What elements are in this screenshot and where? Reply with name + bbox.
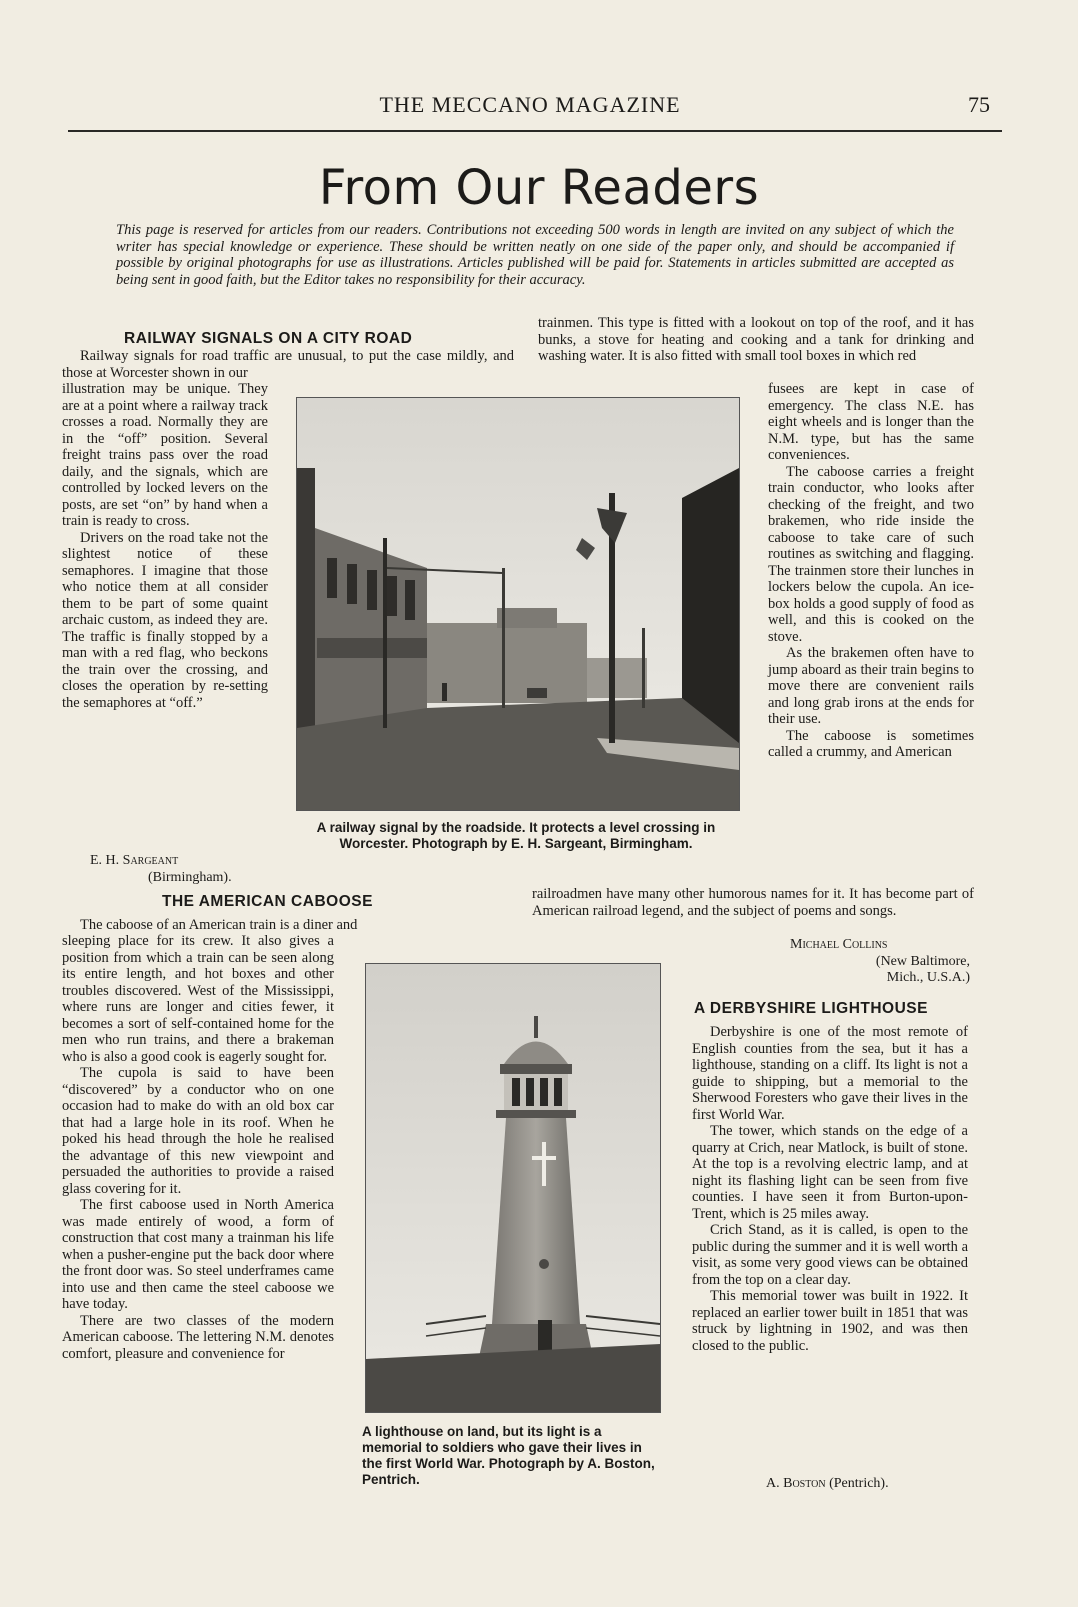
railway-photo-caption: A railway signal by the roadside. It protects a level crossing in Worcester. Photograph by E. H. Sargeant, Birmingham. bbox=[316, 820, 716, 851]
page-number: 75 bbox=[968, 92, 990, 117]
railway-lead: Railway signals for road traffic are unusual, to put the case mildly, and those at Worcester shown in our bbox=[62, 348, 514, 381]
railway-author: E. H. Sargeant (Birmingham). bbox=[90, 853, 232, 885]
lighthouse-author: A. Boston (Pentrich). bbox=[766, 1476, 889, 1491]
railway-column: illustration may be unique. They are at a point where a railway track crosses a road. Normally they are in the “off” position. Several freight trains pass over the road daily, and the signals, which are controlled by locked levers on the posts, are set “on” by hand when a train is ready to cross. Drivers on the road take not the slightest notice of these semaphores. I imagine that those who notice them at all consider them to be part of some quaint archaic custom, as indeed they are. The traffic is finally stopped by a man with a red flag, who beckons the train over the crossing, and closes the operation by re-setting the semaphores at “off.” bbox=[62, 381, 268, 711]
article-title-caboose: THE AMERICAN CABOOSE bbox=[162, 893, 373, 910]
article-title-railway: RAILWAY SIGNALS ON A CITY ROAD bbox=[124, 330, 413, 347]
caboose-continuation-column: fusees are kept in case of emergency. The class N.E. has eight wheels and is longer than the N.M. type, but has the same conveniences. The caboose carries a freight train conductor, who looks after checking of the freight, and two brakemen, who ride inside the caboose to take care of such routines as switching and flagging. The trainmen store their lunches in lockers below the cupola. An ice-box holds a good supply of food as well, and this is cooked on the stove. As the brakemen often have to jump aboard as their train begins to move there are convenient rails and long grab irons at the ends for their use. The caboose is sometimes called a crummy, and American bbox=[768, 381, 974, 760]
caboose-continuation-end: railroadmen have many other humorous names for it. It has become part of American railroad legend, and the subject of poems and songs. bbox=[532, 886, 974, 919]
page-title: From Our Readers bbox=[318, 160, 760, 216]
railway-signal-photo bbox=[296, 397, 740, 811]
lighthouse-photo-caption: A lighthouse on land, but its light is a memorial to soldiers who gave their lives in the first World War. Photograph by A. Boston, Pentrich. bbox=[362, 1424, 655, 1487]
lighthouse-photo bbox=[365, 963, 661, 1413]
lighthouse-column: Derbyshire is one of the most remote of English counties from the sea, but it has a lighthouse, standing on a cliff. Its light is not a guide to shipping, but a memorial to the Sherwood Foresters who gave their lives in the first World War. The tower, which stands on the edge of a quarry at Crich, near Matlock, is built of stone. At the top is a revolving electric lamp, and at night its flashing light can be seen from five counties. I have seen it from Burton-upon-Trent, which is 25 miles away. Crich Stand, as it is called, is open to the public during the summer and it is well worth a visit, as some very good views can be obtained from the top on a clear day. This memorial tower was built in 1922. It replaced an earlier tower built in 1851 that was struck by lightning in 1902, and was then closed to the public. bbox=[692, 1024, 968, 1354]
caboose-continuation-top: trainmen. This type is fitted with a lookout on top of the roof, and it has bunks, a stove for heating and cooking and a tank for drinking and washing water. It is also fitted with small tool boxes in which red bbox=[538, 315, 974, 364]
caboose-column: sleeping place for its crew. It also gives a position from which a train can be seen along its entire length, and hot boxes and other troubles discovered. West of the Mississippi, where runs are longer and cities fewer, it becomes a sort of self-contained home for the men who run trains, and there a brakeman who is also a good cook is eagerly sought for. The cupola is said to have been “discovered” by a conductor who on one occasion had to make do with an old box car that had a large hole in its roof. When he poked his head through the hole he realised the advantage of this new viewpoint and persuaded the authorities to provide a raised glass covering for it. The first caboose used in North America was made entirely of wood, a form of construction that cost many a trainman his life when a pusher-engine put the back door where the front door was. So steel underframes came into use and then came the steel caboose we have today. There are two classes of the modern American caboose. The lettering N.M. denotes comfort, pleasure and convenience for bbox=[62, 933, 334, 1362]
caboose-lead: The caboose of an American train is a diner and bbox=[80, 917, 358, 933]
intro-paragraph: This page is reserved for articles from our readers. Contributions not exceeding 500 words in length are invited on any subject of which the writer has special knowledge or experience. These should be written neatly on one side of the paper only, and should be accompanied if possible by original photographs for use as illustrations. Articles published will be paid for. Statements in articles submitted are accepted as being sent in good faith, but the Editor takes no responsibility for their accuracy. bbox=[116, 222, 954, 288]
running-header-title: THE MECCANO MAGAZINE bbox=[379, 92, 681, 117]
article-title-lighthouse: A DERBYSHIRE LIGHTHOUSE bbox=[694, 1000, 928, 1017]
caboose-author: Michael Collins (New Baltimore, Mich., U.S.A.) bbox=[790, 937, 970, 985]
header-rule bbox=[68, 130, 1002, 132]
